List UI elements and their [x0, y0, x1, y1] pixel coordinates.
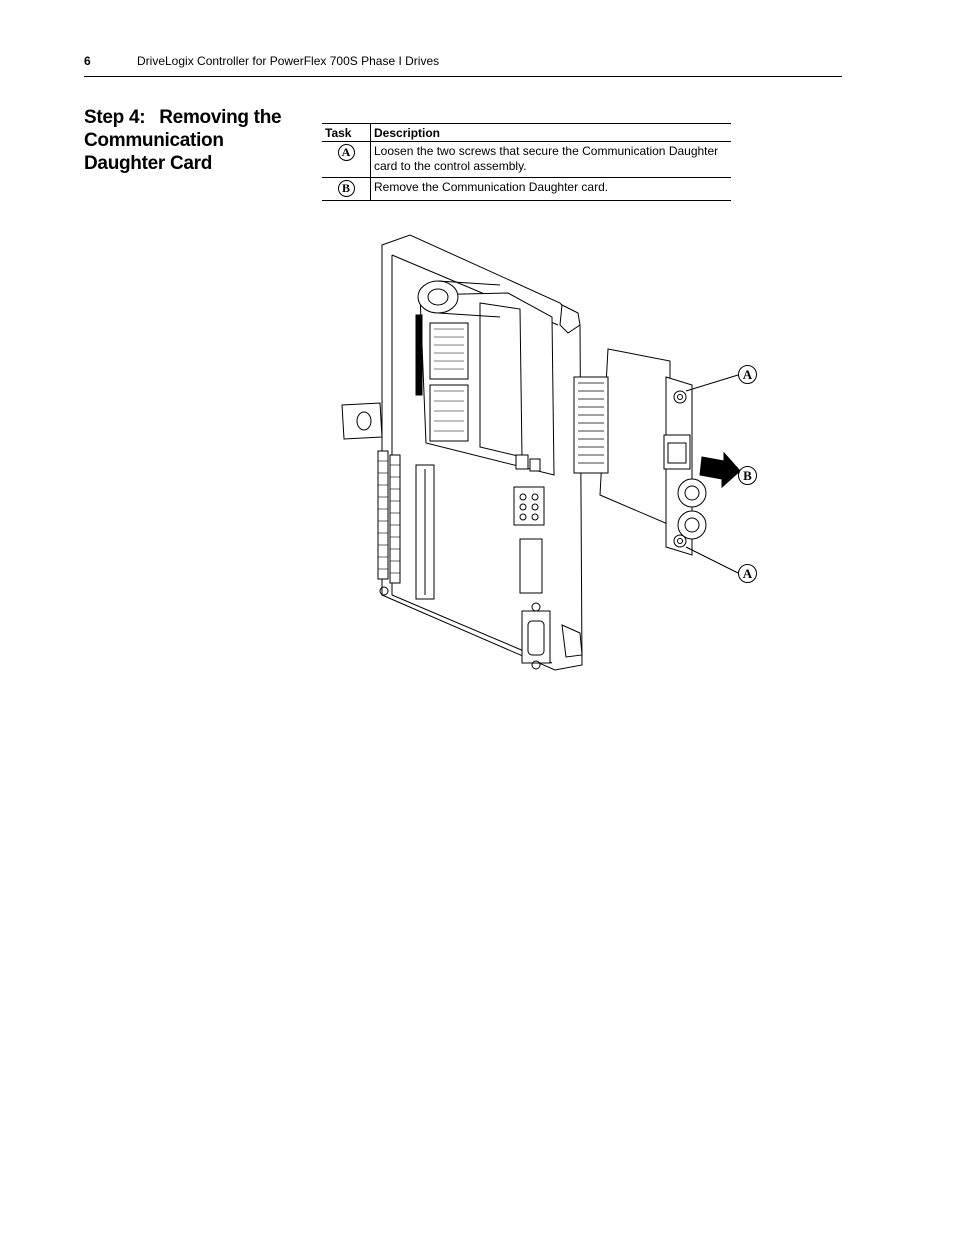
coax-connector-upper — [678, 479, 706, 507]
removal-arrow — [700, 453, 740, 487]
removal-illustration — [330, 225, 770, 675]
task-cell — [322, 142, 371, 178]
header-rule — [84, 76, 842, 77]
step-heading — [84, 106, 304, 175]
header-connector-right — [390, 455, 400, 583]
task-table-header-row — [322, 124, 731, 142]
leader-line-top — [686, 375, 738, 391]
controller-assembly-drawing — [330, 225, 770, 675]
description-cell: Remove the Communication Daughter card. — [371, 178, 732, 201]
task-marker-b: B — [338, 180, 355, 197]
heat-sink-lower — [430, 385, 468, 441]
table-row — [322, 142, 731, 178]
leader-line-bottom — [686, 547, 738, 573]
task-marker-a: A — [338, 144, 355, 161]
column-header-description: Description — [371, 124, 732, 142]
step-label: Step 4: — [84, 107, 146, 128]
task-table — [322, 123, 731, 201]
keyhole-tab — [342, 403, 382, 439]
communication-daughter-card — [600, 349, 670, 525]
terminal-block — [514, 487, 544, 525]
status-connector — [520, 539, 542, 593]
heat-sink-upper — [430, 323, 468, 379]
side-connector-strip — [416, 315, 422, 395]
table-row — [322, 178, 731, 201]
task-cell — [322, 178, 371, 201]
step-title: Removing the Communication Daughter Card — [84, 107, 282, 174]
header-connector-left — [378, 451, 388, 579]
callout-a-bottom: A — [738, 564, 757, 583]
column-header-task: Task — [322, 124, 371, 142]
page-number: 6 — [84, 54, 91, 68]
callout-a-top: A — [738, 365, 757, 384]
callout-b: B — [738, 466, 757, 485]
coax-connector-lower — [678, 511, 706, 539]
description-cell: Loosen the two screws that secure the Communication Daughter card to the control assembly. — [371, 142, 732, 178]
battery-cylinder — [418, 281, 458, 313]
running-title: DriveLogix Controller for PowerFlex 700S Phase I Drives — [137, 54, 440, 68]
